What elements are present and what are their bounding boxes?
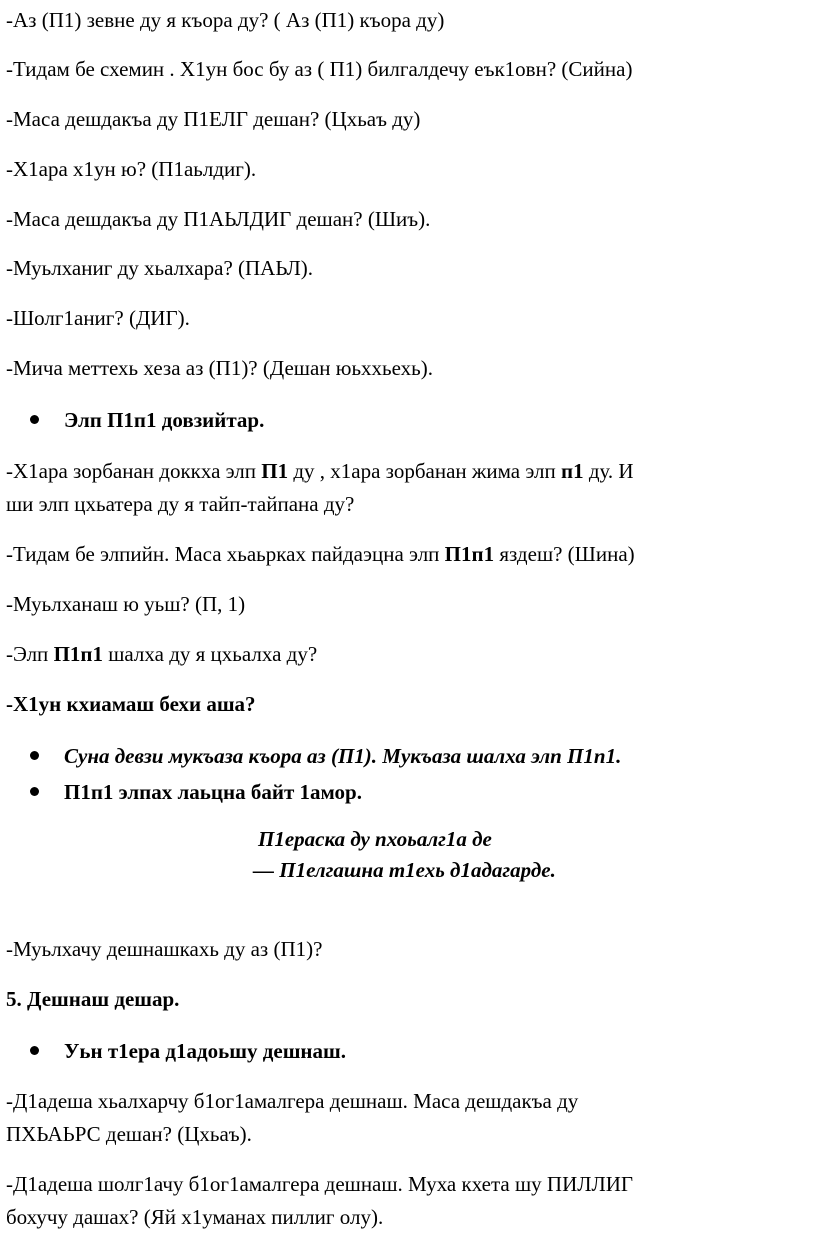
bold-letter: П1п1 — [53, 642, 103, 666]
text-run: яздеш? (Шина) — [494, 542, 635, 566]
text-line-2: -Тидам бе схемин . Х1ун бос бу аз ( П1) билгалдечу еък1овн? (Сийна) — [6, 57, 633, 81]
bullet-item-1 — [30, 408, 264, 432]
paragraph-7-line-a: -Д1адеша шолг1ачу б1ог1амалгера дешнаш. Муха кхета шу ПИЛЛИГ — [6, 1172, 634, 1196]
text-line-5: -Маса дешдакъа ду П1АЬЛДИГ дешан? (Шиъ). — [6, 207, 431, 231]
question-heading: -Х1ун кхиамаш бехи аша? — [6, 692, 256, 716]
bullet-text: П1п1 элпах лаьцна байт 1амор. — [64, 780, 362, 804]
bold-letter-lower: п1 — [560, 459, 584, 483]
text-line-4: -Х1ара х1ун ю? (П1аьлдиг). — [6, 157, 257, 181]
paragraph-5: -Муьлхачу дешнашкахь ду аз (П1)? — [6, 937, 323, 961]
section-heading: 5. Дешнаш дешар. — [6, 987, 180, 1011]
paragraph-1-line-a — [6, 459, 806, 483]
bold-letter-upper: П1 — [261, 459, 289, 483]
paragraph-7-line-b: бохучу дашах? (Яй х1уманах пиллиг олу). — [6, 1205, 384, 1229]
paragraph-3: -Муьлханаш ю уьш? (П, 1) — [6, 592, 246, 616]
text-run: -Тидам бе элпийн. Маса хьаьрках пайдаэцна элп — [6, 542, 445, 566]
bullet-icon — [30, 415, 39, 424]
paragraph-4 — [6, 642, 806, 666]
text-run: шалха ду я цхьалха ду? — [103, 642, 318, 666]
bullet-item-3 — [30, 780, 362, 804]
bullet-text: Уьн т1ера д1адоьшу дешнаш. — [64, 1039, 347, 1063]
bullet-text: Суна девзи мукъаза къора аз (П1). Мукъаза шалха элп П1п1. — [64, 744, 622, 768]
paragraph-1-line-b: ши элп цхьатера ду я тайп-тайпана ду? — [6, 492, 355, 516]
poem-line-2: — П1елгашна т1ехь д1адагарде. — [253, 858, 556, 882]
bullet-icon — [30, 1046, 39, 1055]
bold-letter: П1п1 — [444, 542, 495, 566]
bullet-item-4 — [30, 1039, 346, 1063]
text-run: -Элп — [6, 642, 54, 666]
bullet-item-2 — [30, 744, 621, 768]
text-line-1: -Аз (П1) зевне ду я къора ду? ( Аз (П1) къора ду) — [6, 8, 445, 32]
bullet-text: Элп П1п1 довзийтар. — [64, 408, 265, 432]
text-line-6: -Муьлханиг ду хьалхара? (ПАЬЛ). — [6, 256, 314, 280]
text-line-8: -Мича меттехь хеза аз (П1)? (Дешан юьххьехь). — [6, 356, 433, 380]
text-line-3: -Маса дешдакъа ду П1ЕЛГ дешан? (Цхьаъ ду) — [6, 107, 421, 131]
text-run: ду , х1ара зорбанан жима элп — [288, 459, 561, 483]
paragraph-6-line-b: ПХЬАЬРС дешан? (Цхьаъ). — [6, 1122, 252, 1146]
poem-line-1: П1ераска ду пхоьалг1а де — [258, 827, 492, 851]
text-run: -Х1ара зорбанан доккха элп — [6, 459, 262, 483]
bullet-icon — [30, 751, 39, 760]
text-run: ду. И — [583, 459, 634, 483]
bullet-icon — [30, 787, 39, 796]
paragraph-6-line-a: -Д1адеша хьалхарчу б1ог1амалгера дешнаш. Маса дешдакъа ду — [6, 1089, 579, 1113]
text-line-7: -Шолг1аниг? (ДИГ). — [6, 306, 190, 330]
paragraph-2 — [6, 542, 806, 566]
